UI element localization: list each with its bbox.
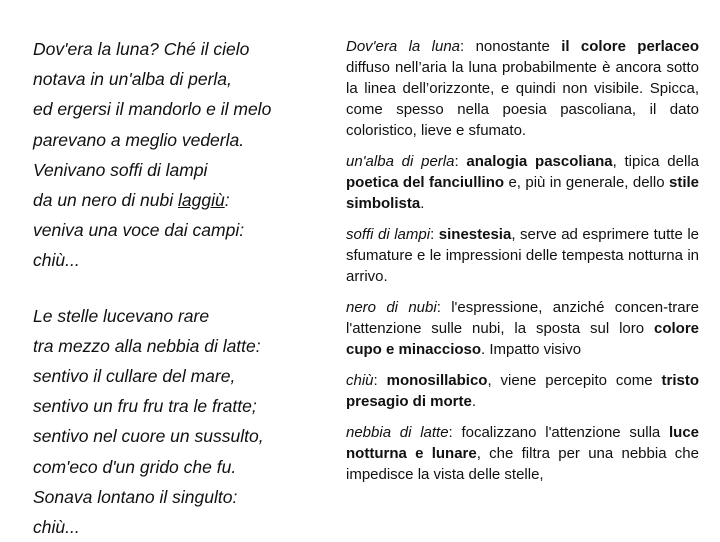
note-text: , viene percepito come [487, 372, 662, 389]
poem-stanza-2 [33, 301, 333, 542]
poem-line: notava in un'alba di perla, [33, 69, 232, 90]
poem-line: ed ergersi il mandorlo e il melo [33, 99, 272, 120]
poem-line: sentivo nel cuore un sussulto, [33, 426, 264, 447]
note-text: e, più in generale, dello [504, 174, 669, 191]
note-term: Dov'era la luna [346, 38, 461, 55]
poem-line: parevano a meglio vederla. [33, 129, 245, 150]
note-text: . [420, 195, 425, 212]
poem-line-fragment: : [224, 190, 230, 211]
underlined-word: laggiù [177, 190, 225, 211]
note-highlight: monosillabico [386, 372, 488, 389]
note-paragraph [346, 36, 699, 141]
note-text: : [373, 372, 387, 389]
note-text: : l'espressione, anziché concen-trare l'attenzione sulle nubi, la sposta sul loro [346, 299, 699, 337]
note-term: soffi di lampi [346, 226, 431, 243]
commentary-notes [346, 36, 699, 485]
note-term: un'alba di perla [346, 153, 455, 170]
poem-stanza-1 [33, 34, 333, 276]
poem-line: com'eco d'un grido che fu. [33, 456, 237, 477]
note-paragraph [346, 151, 699, 214]
poem-line: Sonava lontano il singulto: [33, 486, 238, 507]
poem-text [33, 34, 333, 542]
poem-line: sentivo un fru fru tra le fratte; [33, 396, 257, 417]
poem-line: Dov'era la luna? Ché il cielo [33, 39, 250, 59]
note-highlight: colore cupo e minaccioso [346, 320, 699, 358]
note-highlight: il colore perlaceo [561, 38, 699, 55]
note-text: : focalizzano l'attenzione sulla [448, 424, 669, 441]
note-paragraph [346, 224, 699, 287]
note-highlight: sinestesia [438, 226, 512, 243]
poem-line: chiù... [33, 250, 80, 271]
note-text: , serve ad esprimere tutte le sfumature e le impressioni delle tempesta notturna in arrivo. [346, 226, 699, 285]
note-highlight: tristo presagio di morte [346, 372, 699, 410]
note-highlight: poetica del fanciullino [346, 174, 505, 191]
poem-line: Venivano soffi di lampi [33, 159, 208, 180]
note-term: nero di nubi [346, 299, 437, 316]
note-text: , che filtra per una nebbia che impedisce la vista delle stelle, [346, 445, 699, 483]
note-term: nebbia di latte [346, 424, 449, 441]
note-text: . Impatto visivo [481, 341, 582, 358]
note-highlight: stile simbolista [346, 174, 699, 212]
note-paragraph [346, 422, 699, 485]
note-paragraph [346, 370, 699, 412]
note-text: diffuso nell’aria la luna probabilmente è ancora sotto la linea dell’orizzonte, e quindi non visibile. Spicca, come spesso nella poesia pascoliana, il dato coloristico, lieve e sfumato. [346, 59, 699, 139]
note-text: . [471, 393, 477, 410]
poem-line: chiù... [33, 517, 80, 538]
note-paragraph [346, 297, 699, 360]
poem-line: tra mezzo alla nebbia di latte: [33, 335, 261, 356]
note-highlight: luce notturna e lunare [346, 424, 699, 462]
poem-line [33, 185, 333, 215]
poem-line-fragment: da un nero di nubi [33, 190, 178, 211]
note-text: , tipica della [612, 153, 699, 170]
poem-line: Le stelle lucevano rare [33, 305, 210, 326]
poem-line: veniva una voce dai campi: [33, 220, 245, 241]
note-text: : nonostante [460, 38, 562, 55]
note-term: chiù [346, 372, 374, 389]
note-text: : [454, 153, 467, 170]
poem-line: sentivo il cullare del mare, [33, 366, 236, 387]
note-text: : [430, 226, 439, 243]
note-highlight: analogia pascoliana [466, 153, 613, 170]
